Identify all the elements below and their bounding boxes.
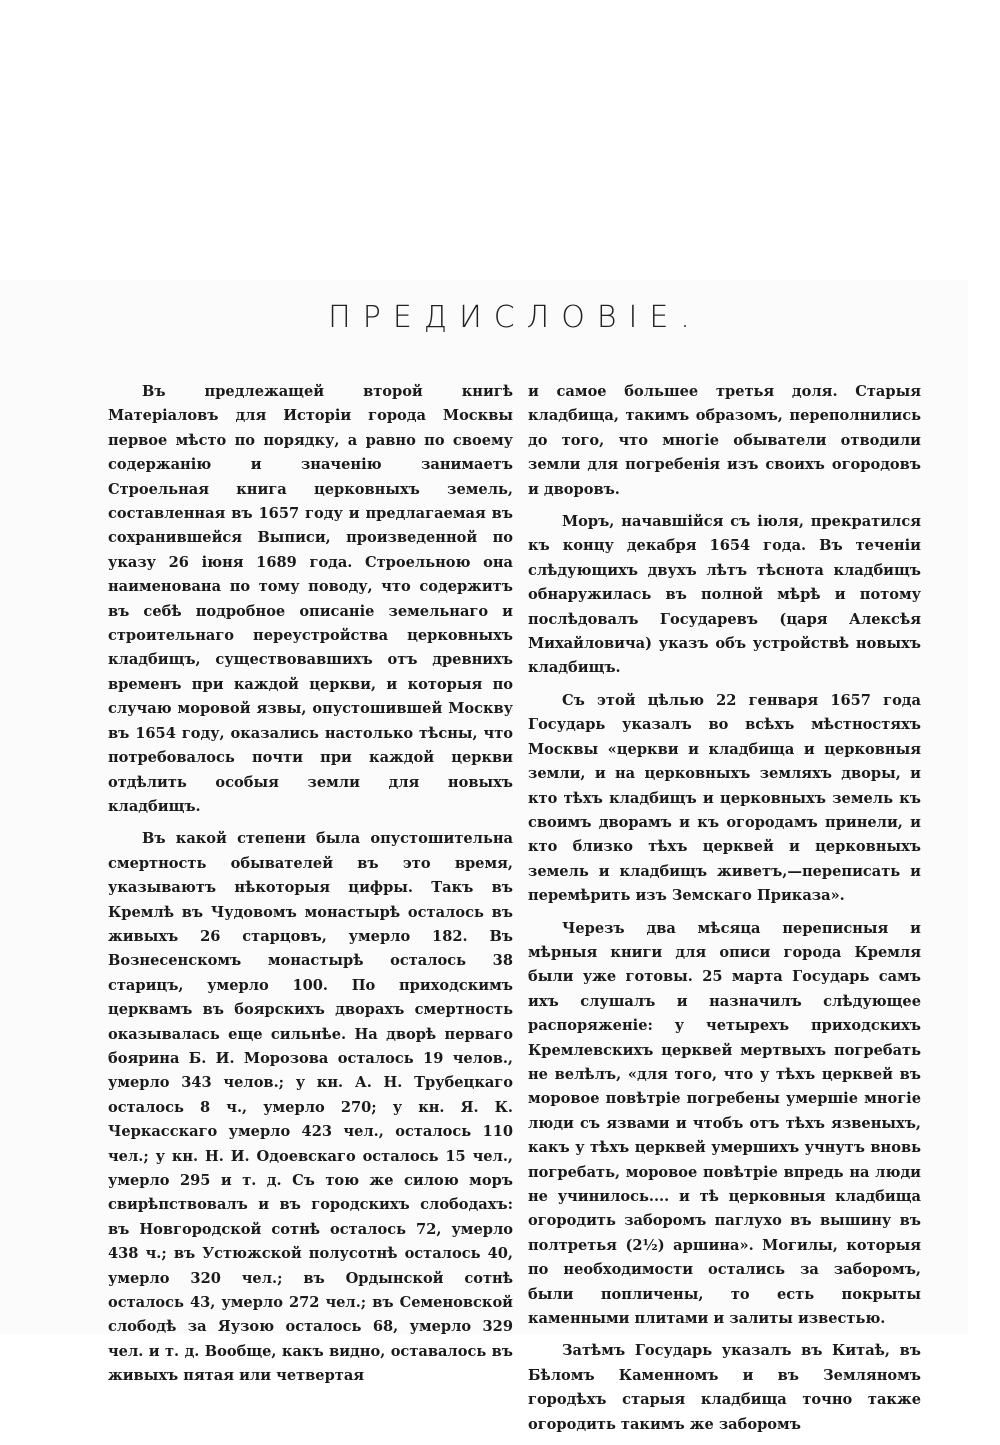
paragraph: Въ какой степени была опустошительна смертность обывателей въ это время, указываютъ нѣкоторыя цифры. Такъ въ Кремлѣ въ Чудовомъ монастырѣ осталось въ живыхъ 26 старцовъ, умерло 182. Въ Вознесенскомъ монастырѣ осталось 38 старицъ, умерло 100. По приходскимъ церквамъ въ боярскихъ дворахъ смертность оказывалась еще сильнѣе. На дворѣ перваго боярина Б. И. Морозова осталось 19 челов., умерло 343 челов.; у кн. А. Н. Трубецкаго осталось 8 ч., умерло 270; у кн. Я. К. Черкасскаго умерло 423 чел., осталось 110 чел.; у кн. Н. И. Одоевскаго осталось 15 чел., умерло 295 и т. д. Съ тою же силою моръ свирѣпствовалъ и въ городскихъ слободахъ: въ Новгородской сотнѣ осталось 72, умерло 438 ч.; въ Устюжской полусотнѣ осталось 40, умерло 320 чел.; въ Ордынской сотнѣ осталось 43, умерло 272 чел.; въ Семеновской слободѣ за Яузою осталось 68, умерло 329 чел. и т. д. Вообще, какъ видно, оставалось въ живыхъ пятая или четвертая (108, 830, 513, 1385)
paragraph-continuation: и самое большее третья доля. Старыя кладбища, такимъ образомъ, переполнились до того, что многіе обыватели отводили земли для погребенія изъ своихъ огородовъ и дворовъ. (528, 383, 921, 498)
paragraph: Въ предлежащей второй книгѣ Матеріаловъ для Исторіи города Москвы первое мѣсто по порядку, а равно по своему содержанію и значенію занимаетъ Строельная книга церковныхъ земель, составленная въ 1657 году и предлагаемая въ сохранившейся Выписи, произведенной по указу 26 іюня 1689 года. Строельною она наименована по тому поводу, что содержитъ въ себѣ подробное описаніе земельнаго и строительнаго переустройства церковныхъ кладбищъ, существовавшихъ отъ древнихъ временъ при каждой церкви, и которыя по случаю моровой язвы, опустошившей Москву въ 1654 году, оказались настолько тѣсны, что потребовалось почти при каждой церкви отдѣлить особыя земли для новыхъ кладбищъ. (108, 383, 513, 815)
paragraph: Затѣмъ Государь указалъ въ Китаѣ, въ Бѣломъ Каменномъ и въ Земляномъ городѣхъ старыя кладбища точно также огородить такимъ же заборомъ (528, 1342, 921, 1433)
paragraph: Моръ, начавшійся съ іюля, прекратился къ концу декабря 1654 года. Въ теченіи слѣдующихъ двухъ лѣтъ тѣснота кладбищъ обнаружилась въ полной мѣрѣ и потому послѣдовалъ Государевъ (царя Алексѣя Михайловича) указъ объ устройствѣ новыхъ кладбищъ. (528, 513, 921, 677)
page-title: ПРЕДИСЛОВІЕ. (328, 300, 702, 335)
left-text-column (108, 380, 513, 1397)
paragraph: Черезъ два мѣсяца переписныя и мѣрныя книги для описи города Кремля были уже готовы. 25 марта Государь самъ ихъ слушалъ и назначилъ слѣдующее распоряженіе: у четырехъ приходскихъ Кремлевскихъ церквей мертвыхъ погребать не велѣлъ, «для того, что у тѣхъ церквей въ моровое повѣтріе погребены умершіе многіе люди съ язвами и чтобъ отъ тѣхъ язвеныхъ, какъ у тѣхъ церквей умершихъ учнутъ вновь погребать, моровое повѣтріе впредь на люди не учинилось.... и тѣ церковныя кладбища огородить заборомъ паглухо въ вышину въ полтретья (2½) аршина». Могилы, которыя по необходимости остались за заборомъ, были попличены, то есть покрыты каменными плитами и залиты известью. (528, 919, 921, 1328)
right-text-column (528, 380, 921, 1445)
paragraph: Съ этой цѣлью 22 генваря 1657 года Государь указалъ во всѣхъ мѣстностяхъ Москвы «церкви и кладбища и церковныя земли, и на церковныхъ земляхъ дворы, и кто тѣхъ кладбищъ и церковныхъ земель къ своимъ дворамъ и къ огородамъ принели, и кто близко тѣхъ церквей и церковныхъ земель и кладбищъ живетъ,—переписать и перемѣрить изъ Земскаго Приказа». (528, 691, 921, 905)
